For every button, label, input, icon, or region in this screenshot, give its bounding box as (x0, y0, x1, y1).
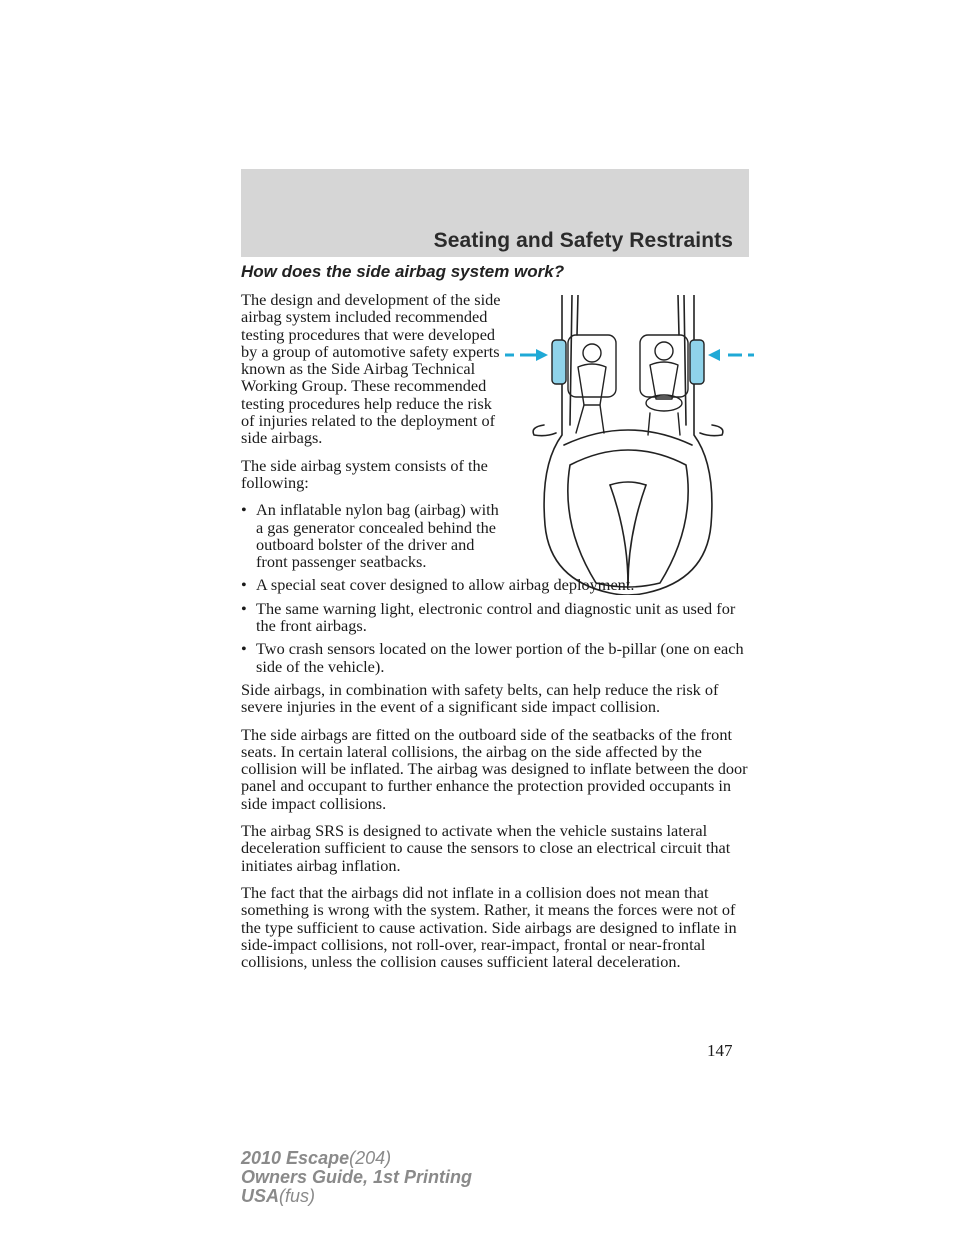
footer-line-edition: Owners Guide, 1st Printing (241, 1167, 473, 1187)
body-paragraph: The airbag SRS is designed to activate when the vehicle sustains lateral deceleration sufficient to cause the sensors to close an electrical circuit that initiates airbag inflation. (241, 821, 731, 875)
list-item: • Two crash sensors located on the lower portion of the b-pillar (one on each side of the vehicle). (241, 640, 751, 675)
footer-region-code: (fus) (279, 1186, 316, 1206)
body-paragraph: The fact that the airbags did not inflate in a collision does not mean that something is wrong with the system. Rather, it means the forces were not of the type sufficient to cause activation. Side airbags are designed to inflate in side-impact collisions, not roll-over, rear-impact, frontal or near-frontal collisions, unless the collision causes sufficient lateral deceleration. (241, 882, 737, 972)
section-header-band (241, 169, 749, 257)
footer-line-region (241, 1187, 472, 1206)
body-paragraph: The side airbags are fitted on the outboard side of the seatbacks of the front seats. In certain lateral collisions, the airbag on the side affected by the collision will be inflated. The airbag was designed to inflate between the door panel and occupant to further enhance the protection provided occupants in side impact collisions. (241, 724, 748, 813)
footer-region: USA (241, 1186, 280, 1206)
footer-model-code: (204) (349, 1148, 392, 1168)
footer-line-model (241, 1149, 472, 1168)
main-content (241, 262, 751, 980)
footer-imprint (241, 1149, 472, 1206)
components-list (241, 501, 751, 675)
intro-paragraph: The design and development of the side airbag system included recommended testing procedures that were developed by a group of automotive safety experts known as the Side Airbag Technical Working Group. These recommended testing procedures help reduce the risk of injuries related to the deployment of side airbags. (241, 290, 501, 448)
list-item: • A special seat cover designed to allow airbag deployment. (241, 576, 751, 593)
section-heading: How does the side airbag system work? (241, 262, 565, 281)
footer-model: 2010 Escape (241, 1148, 350, 1168)
list-item: • An inflatable nylon bag (airbag) with a gas generator concealed behind the outboard bolster of the driver and front passenger seatbacks. (241, 501, 506, 570)
section-title: Seating and Safety Restraints (433, 229, 733, 252)
body-paragraph: Side airbags, in combination with safety belts, can help reduce the risk of severe injuries in the event of a significant side impact collision. (241, 679, 719, 717)
list-intro: The side airbag system consists of the following: (241, 455, 488, 492)
page-number: 147 (707, 1041, 733, 1060)
list-item: • The same warning light, electronic control and diagnostic unit as used for the front airbags. (241, 600, 751, 635)
